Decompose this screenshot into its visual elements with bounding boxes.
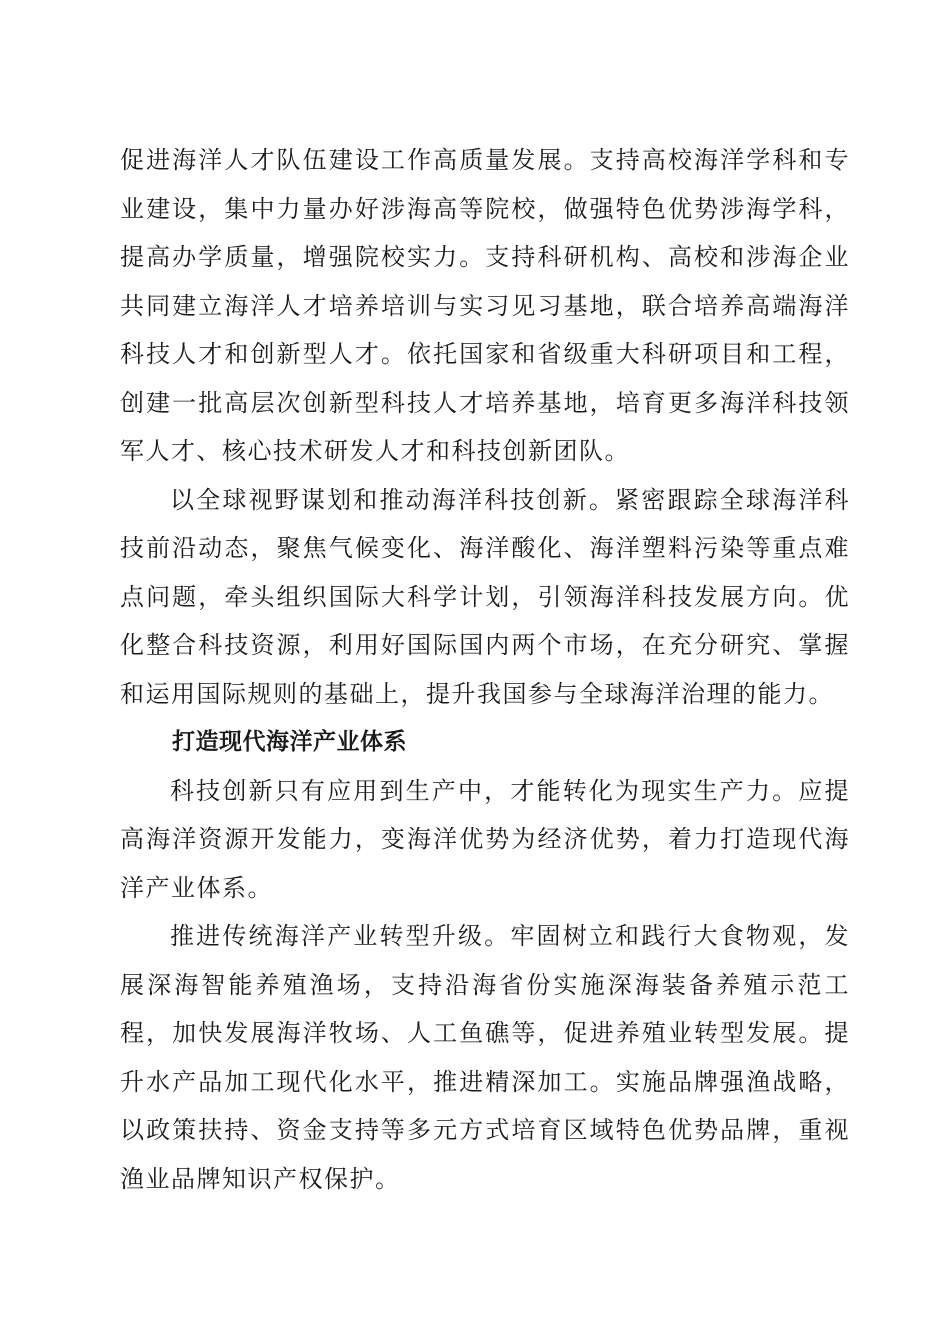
paragraph-traditional-upgrade: 推进传统海洋产业转型升级。牢固树立和践行大食物观，发展深海智能养殖渔场，支持沿海省份实施深海装备养殖示范工程，加快发展海洋牧场、人工鱼礁等，促进养殖业转型发展。提升水产品加工现代化水平，推进精深加工。实施品牌强渔战略，以政策扶持、资金支持等多元方式培育区域特色优势品牌，重视渔业品牌知识产权保护。 [120, 922, 850, 1193]
document-page [120, 136, 850, 1203]
section-heading: 打造现代海洋产业体系 [172, 729, 407, 755]
paragraph-industry-system: 科技创新只有应用到生产中，才能转化为现实生产力。应提高海洋资源开发能力，变海洋优势为经济优势，着力打造现代海洋产业体系。 [120, 776, 850, 902]
paragraph-talent-development: 促进海洋人才队伍建设工作高质量发展。支持高校海洋学科和专业建设，集中力量办好涉海高等院校，做强特色优势涉海学科，提高办学质量，增强院校实力。支持科研机构、高校和涉海企业共同建立海洋人才培养培训与实习见习基地，联合培养高端海洋科技人才和创新型人才。依托国家和省级重大科研项目和工程，创建一批高层次创新型科技人才培养基地，培育更多海洋科技领军人才、核心技术研发人才和科技创新团队。 [120, 146, 850, 465]
paragraph-global-innovation: 以全球视野谋划和推动海洋科技创新。紧密跟踪全球海洋科技前沿动态，聚焦气候变化、海洋酸化、海洋塑料污染等重点难点问题，牵头组织国际大科学计划，引领海洋科技发展方向。优化整合科技资源，利用好国际国内两个市场，在充分研究、掌握和运用国际规则的基础上，提升我国参与全球海洋治理的能力。 [120, 485, 850, 708]
